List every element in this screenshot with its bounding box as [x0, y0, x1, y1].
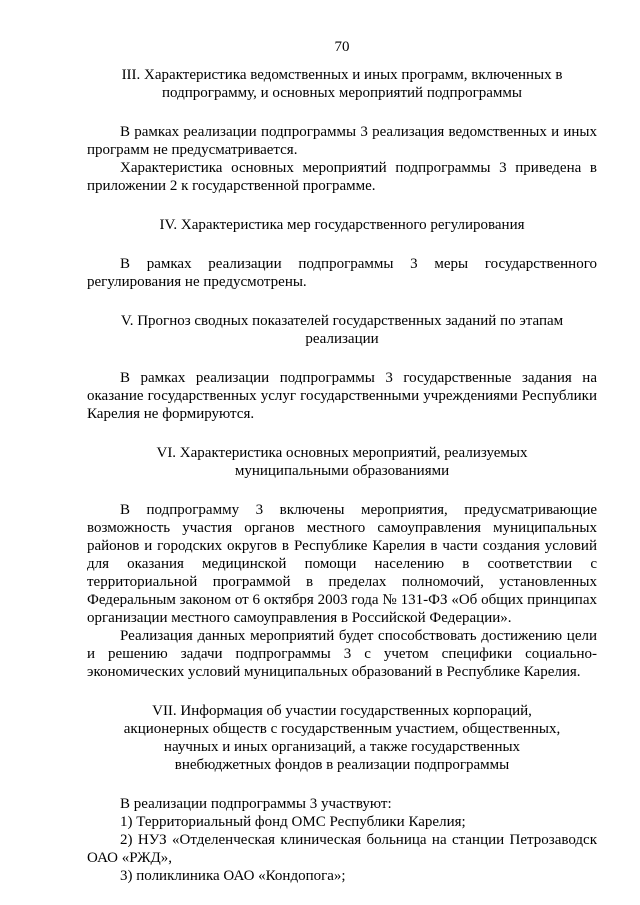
section-heading: VI. Характеристика основных мероприятий, реализуемых муниципальными образованиями — [156, 445, 528, 479]
list-item: 1) Территориальный фонд ОМС Республики Карелия; — [120, 814, 466, 830]
section-heading: IV. Характеристика мер государственного регулирования — [159, 217, 525, 233]
list-item: 3) поликлиника ОАО «Кондопога»; — [120, 868, 346, 884]
paragraph: В рамках реализации подпрограммы 3 меры государственного регулирования не предусмотрены. — [87, 256, 597, 290]
paragraph: В подпрограмму 3 включены мероприятия, предусматривающие возможность участия органов местного самоуправления муниципальных районов и городских округов в Республике Карелия в части создания условий для оказания медицинской помощи населению в соответствии с территориальной программой в пределах полномочий, установленных Федеральным законом от 6 октября 2003 года № 131-ФЗ «Об общих принципах организации местного самоуправления в Российской Федерации». — [87, 502, 597, 626]
section-6 — [87, 444, 597, 681]
paragraph: Реализация данных мероприятий будет способствовать достижению цели и решению задачи подпрограммы 3 с учетом специфики социально-экономических условий муниципальных образований в Республике Карелия. — [87, 628, 597, 680]
page-number: 70 — [334, 39, 350, 55]
document-page — [87, 38, 597, 885]
paragraph: Характеристика основных мероприятий подпрограммы 3 приведена в приложении 2 к государственной программе. — [87, 160, 597, 194]
section-heading: V. Прогноз сводных показателей государственных заданий по этапам реализации — [120, 313, 564, 347]
paragraph: В реализации подпрограммы 3 участвуют: — [120, 796, 392, 812]
list-item: 2) НУЗ «Отделенческая клиническая больница на станции Петрозаводск ОАО «РЖД», — [87, 832, 597, 866]
section-4 — [87, 216, 597, 291]
section-heading: VII. Информация об участии государственных корпораций, акционерных обществ с государственным участием, общественных, научных и иных организаций, а также государственных внебюджетных фондов в реализации подпрограммы — [123, 703, 561, 773]
paragraph: В рамках реализации подпрограммы 3 государственные задания на оказание государственных услуг государственными учреждениями Республики Карелия не формируются. — [87, 370, 597, 422]
section-heading: III. Характеристика ведомственных и иных программ, включенных в подпрограмму, и основных мероприятий подпрограммы — [121, 67, 563, 101]
paragraph: В рамках реализации подпрограммы 3 реализация ведомственных и иных программ не предусматривается. — [87, 124, 597, 158]
section-3 — [87, 66, 597, 195]
section-7 — [87, 702, 597, 885]
section-5 — [87, 312, 597, 423]
